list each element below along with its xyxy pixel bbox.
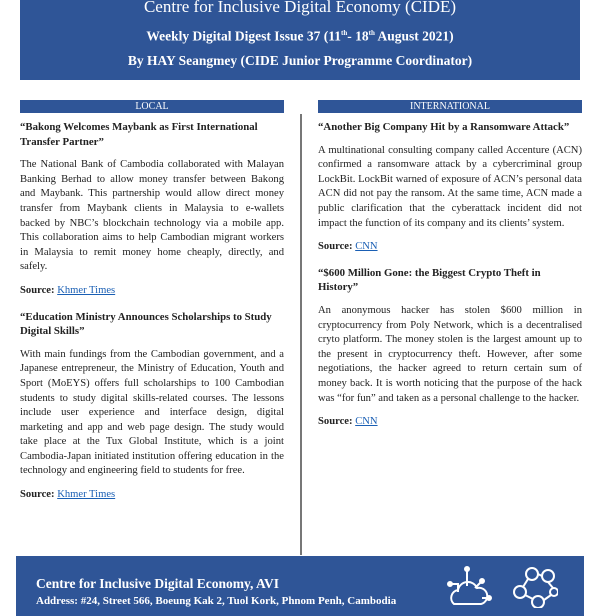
international-column (318, 120, 582, 441)
source-link[interactable]: CNN (355, 241, 378, 253)
source-link[interactable]: CNN (355, 416, 378, 428)
article-title: “Another Big Company Hit by a Ransomware Attack” (318, 121, 570, 133)
article-title: “Education Ministry Announces Scholarships to Study Digital Skills” (20, 310, 272, 338)
source-label: Source: (318, 241, 353, 253)
article-title: “Bakong Welcomes Maybank as First International Transfer Partner” (20, 121, 258, 148)
article-source (20, 284, 284, 299)
local-column (20, 120, 284, 514)
people-network-icon (510, 564, 558, 608)
issue-suffix: August 2021) (374, 28, 454, 44)
source-link[interactable]: Khmer Times (57, 489, 116, 501)
column-divider (300, 114, 302, 555)
issue-mid: - 18 (347, 28, 369, 44)
footer-address: Address: #24, Street 566, Boeung Kak 2, Tuol Kork, Phnom Penh, Cambodia (36, 595, 397, 607)
article-source (20, 488, 284, 503)
source-label: Source: (20, 489, 55, 501)
byline: By HAY Seangmey (CIDE Junior Programme Coordinator) (127, 52, 473, 68)
article-body: The National Bank of Cambodia collaborated with Malayan Banking Berhad to allow money transfer between Bakong and Maybank. This partnership would allow direct money transfer from Maybank clients in Malaysia to e-wallets backed by NBC’s blockchain technology via a mobile app. This collaboration aims to help Cambodian migrant workers in Malaysia to remit money home cheaply, directly, and safely. (20, 159, 284, 273)
article-source (318, 240, 582, 255)
article-body: A multinational consulting company called Accenture (ACN) confirmed a ransomware attack by a cybercriminal group LockBit. LockBit warned of exposure of ACN’s personal data ACN did not pay the ransom. At the same time, ACN made a public clarification that the cyberattack incident did not impact the function of its company and its clients’ system. (318, 144, 582, 229)
footer-org-name: Centre for Inclusive Digital Economy, AVI (36, 576, 280, 591)
sup: th (341, 29, 348, 37)
header-title: Centre for Inclusive Digital Economy (CIDE) (143, 0, 457, 16)
sup: th (368, 29, 375, 37)
section-local-header: LOCAL (20, 100, 284, 113)
article-source (318, 415, 582, 430)
article-title: “$600 Million Gone: the Biggest Crypto Theft in History” (318, 266, 541, 294)
article-body: With main fundings from the Cambodian government, and a Japanese entrepreneur, the Ministry of Education, Youth and Sport (MoEYS) offers full scholarships to 100 Cambodian students to study digital skills-related courses. The lessons include user experience and interface design, digital marketing and app and web page design. The study would take place at the Tux Global Institute, which is a joint Cambodia-Japan initiated institution offering education in the technology and engineering field to students for free. (20, 348, 284, 477)
source-label: Source: (20, 284, 55, 296)
section-international-header: INTERNATIONAL (318, 100, 582, 113)
page-footer (16, 556, 584, 616)
source-link[interactable]: Khmer Times (57, 284, 116, 296)
issue-line (20, 24, 580, 46)
source-label: Source: (318, 416, 353, 428)
issue-prefix: Weekly Digital Digest Issue 37 (11 (146, 28, 341, 44)
page-header (20, 0, 580, 80)
cloud-network-icon (444, 564, 492, 608)
article-body: An anonymous hacker has stolen $600 million in cryptocurrency from Poly Network, which is a decentralised cryto platform. The money stolen is the largest amount up to the present in cryptocurrency theft. However, after some negotiations, the hacker agreed to return certain sum of money back. It is worth noticing that the purpose of the hack was “for fun” and taken as a personal challenge to the hacker. (318, 304, 582, 404)
